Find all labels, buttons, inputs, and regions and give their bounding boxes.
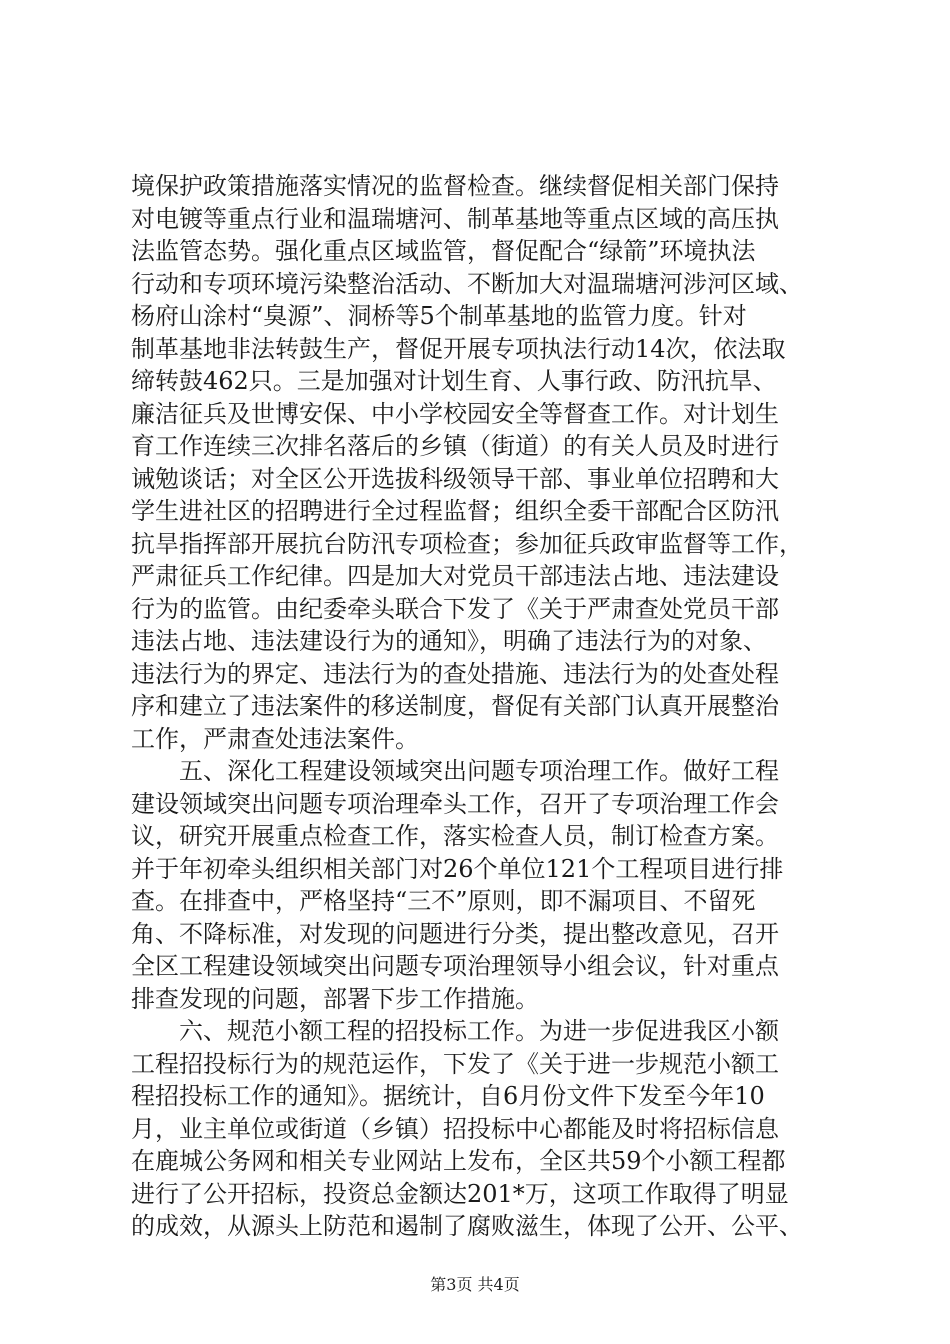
text-line: 诫勉谈话；对全区公开选拔科级领导干部、事业单位招聘和大 [131,464,779,493]
text-line: 境保护政策措施落实情况的监督检查。继续督促相关部门保持 [131,172,779,200]
text-line: 法监管态势。强化重点区域监管，督促配合“绿箭”环境执法 [131,237,756,265]
text-line: 工作，严肃查处违法案件。 [131,724,419,753]
text-line: 在鹿城公务网和相关专业网站上发布，全区共59个小额工程都 [131,1147,786,1175]
text-line: 缔转鼓462只。三是加强对计划生育、人事行政、防汛抗旱、 [131,367,777,395]
text-line: 五、深化工程建设领域突出问题专项治理工作。做好工程 [131,757,779,785]
text-line: 全区工程建设领域突出问题专项治理领导小组会议，针对重点 [131,952,779,980]
text-line: 查。在排查中，严格坚持“三不”原则，即不漏项目、不留死 [131,887,756,915]
text-line: 育工作连续三次排名落后的乡镇（街道）的有关人员及时进行 [131,432,779,460]
text-line: 进行了公开招标，投资总金额达201*万，这项工作取得了明显 [131,1179,789,1208]
text-line: 抗旱指挥部开展抗台防汛专项检查；参加征兵政审监督等工作， [131,529,803,558]
text-line: 排查发现的问题，部署下步工作措施。 [131,984,539,1013]
text-line: 严肃征兵工作纪律。四是加大对党员干部违法占地、违法建设 [131,562,779,590]
text-line: 并于年初牵头组织相关部门对26个单位121个工程项目进行排 [131,854,784,883]
text-line: 违法行为的界定、违法行为的查处措施、违法行为的处查处程 [131,659,779,688]
text-line: 序和建立了违法案件的移送制度，督促有关部门认真开展整治 [131,692,779,720]
text-line: 议，研究开展重点检查工作，落实检查人员，制订检查方案。 [131,822,779,850]
text-line: 杨府山涂村“臭源”、洞桥等5个制革基地的监管力度。针对 [131,302,747,330]
text-line: 月，业主单位或街道（乡镇）招投标中心都能及时将招标信息 [131,1114,779,1143]
text-line: 行动和专项环境污染整治活动、不断加大对温瑞塘河涉河区域、 [131,269,803,298]
text-line: 制革基地非法转鼓生产，督促开展专项执法行动14次，依法取 [131,334,786,363]
text-line: 廉洁征兵及世博安保、中小学校园安全等督查工作。对计划生 [131,399,779,428]
text-line: 的成效，从源头上防范和遏制了腐败滋生，体现了公开、公平、 [131,1212,803,1240]
page-footer: 第3页 共4页 [430,1275,520,1294]
text-line: 角、不降标准，对发现的问题进行分类，提出整改意见，召开 [131,919,779,948]
body-text [131,170,831,1243]
text-line: 行为的监管。由纪委牵头联合下发了《关于严肃查处党员干部 [131,594,779,623]
text-line: 违法占地、违法建设行为的通知》，明确了违法行为的对象、 [131,627,767,655]
text-line: 学生进社区的招聘进行全过程监督；组织全委干部配合区防汛 [131,497,779,525]
text-line: 工程招投标行为的规范运作，下发了《关于进一步规范小额工 [131,1049,779,1078]
text-line: 对电镀等重点行业和温瑞塘河、制革基地等重点区域的高压执 [131,204,779,233]
text-line: 程招投标工作的通知》。据统计，自6月份文件下发至今年10 [131,1082,765,1110]
text-line: 建设领域突出问题专项治理牵头工作，召开了专项治理工作会 [131,789,779,818]
text-line: 六、规范小额工程的招投标工作。为进一步促进我区小额 [131,1017,779,1045]
